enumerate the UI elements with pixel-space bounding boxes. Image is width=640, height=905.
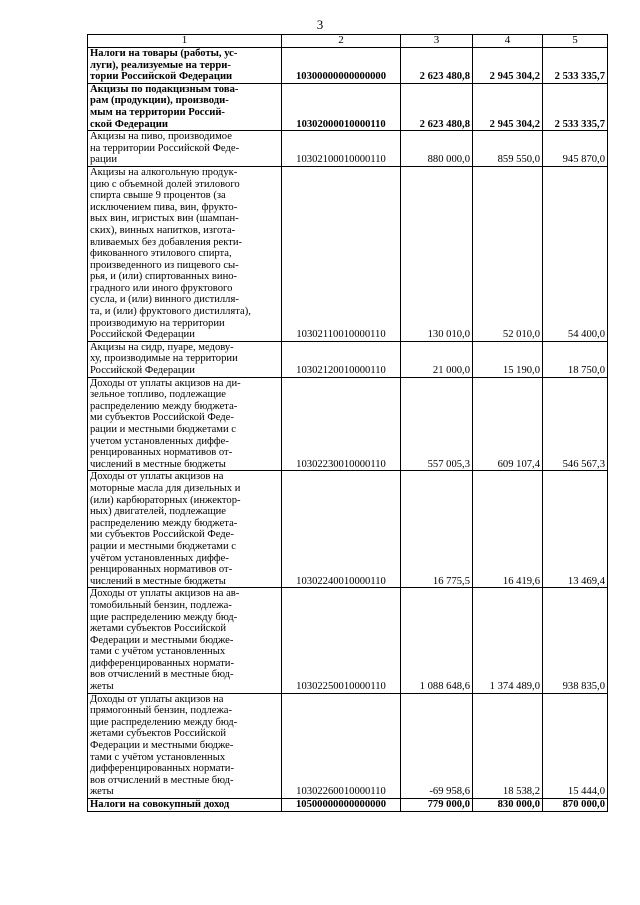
row-value-col4: 2 945 304,2 [473, 48, 543, 84]
row-name: Акцизы по подакцизным това- рам (продукции), производи- мым на территории Россий- ской Федерации [88, 83, 282, 130]
row-name: Налоги на совокупный доход [88, 799, 282, 812]
table-row [88, 799, 608, 812]
revenue-table [87, 34, 608, 812]
row-code: 10302240010000110 [282, 471, 401, 588]
row-value-col5: 2 533 335,7 [543, 83, 608, 130]
table-row [88, 131, 608, 167]
row-value-col5: 54 400,0 [543, 166, 608, 341]
table-row [88, 693, 608, 798]
row-value-col3: 2 623 480,8 [401, 48, 473, 84]
row-name: Акцизы на пиво, производимое на территории Российской Феде- рации [88, 131, 282, 167]
page-number: 3 [316, 17, 324, 32]
row-value-col5: 13 469,4 [543, 471, 608, 588]
column-header: 1 [88, 35, 282, 48]
row-value-col3: 2 623 480,8 [401, 83, 473, 130]
row-code: 10302250010000110 [282, 588, 401, 693]
row-value-col3: 1 088 648,6 [401, 588, 473, 693]
table-row [88, 377, 608, 471]
row-value-col3: 779 000,0 [401, 799, 473, 812]
row-code: 10300000000000000 [282, 48, 401, 84]
row-code: 10302000010000110 [282, 83, 401, 130]
row-code: 10302110010000110 [282, 166, 401, 341]
row-value-col3: 880 000,0 [401, 131, 473, 167]
table-row [88, 48, 608, 84]
table-row [88, 588, 608, 693]
row-code: 10500000000000000 [282, 799, 401, 812]
table-row [88, 471, 608, 588]
row-value-col5: 18 750,0 [543, 341, 608, 377]
table-row [88, 341, 608, 377]
row-value-col3: 16 775,5 [401, 471, 473, 588]
table-header-row [88, 35, 608, 48]
table-row [88, 83, 608, 130]
row-value-col4: 18 538,2 [473, 693, 543, 798]
row-name: Налоги на товары (работы, ус- луги), реализуемые на терри- тории Российской Федерации [88, 48, 282, 84]
row-value-col5: 15 444,0 [543, 693, 608, 798]
row-code: 10302230010000110 [282, 377, 401, 471]
row-code: 10302100010000110 [282, 131, 401, 167]
row-value-col3: 557 005,3 [401, 377, 473, 471]
column-header: 3 [401, 35, 473, 48]
row-value-col3: 21 000,0 [401, 341, 473, 377]
row-value-col3: 130 010,0 [401, 166, 473, 341]
row-value-col4: 830 000,0 [473, 799, 543, 812]
row-value-col5: 2 533 335,7 [543, 48, 608, 84]
row-value-col5: 945 870,0 [543, 131, 608, 167]
row-name: Акцизы на сидр, пуаре, медову- ху, производимые на территории Российской Федерации [88, 341, 282, 377]
table-row [88, 166, 608, 341]
row-name: Доходы от уплаты акцизов на моторные масла для дизельных и (или) карбюраторных (инжектор- ных) двигателей, подлежащие распределению между бюджета- ми субъектов Российской Феде- рации и местными бюджетами с учётом установленных диффе- ренцированных нормативов от- числений в местные бюджеты [88, 471, 282, 588]
row-name: Акцизы на алкогольную продук- цию с объемной долей этилового спирта свыше 9 процентов (за исключением пива, вин, фрукто- вых вин, игристых вин (шампан- ских), винных напитков, изгота- вливаемых без добавления ректи- фикованного этилового спирта, произведенного из пищевого сы- рья, и (или) спиртованных вино- градного или иного фруктового сусла, и (или) винного дистилля- та, и (или) фруктового дистиллята), производимую на территории Российской Федерации [88, 166, 282, 341]
row-code: 10302120010000110 [282, 341, 401, 377]
row-value-col3: -69 958,6 [401, 693, 473, 798]
row-value-col4: 859 550,0 [473, 131, 543, 167]
row-code: 10302260010000110 [282, 693, 401, 798]
row-value-col4: 1 374 489,0 [473, 588, 543, 693]
row-value-col5: 938 835,0 [543, 588, 608, 693]
row-value-col4: 2 945 304,2 [473, 83, 543, 130]
row-value-col4: 609 107,4 [473, 377, 543, 471]
row-value-col4: 16 419,6 [473, 471, 543, 588]
row-name: Доходы от уплаты акцизов на прямогонный бензин, подлежа- щие распределению между бюд- жетами субъектов Российской Федерации и местными бюдже- тами с учётом установленных дифференцированных нормати- вов отчислений в местные бюд- жеты [88, 693, 282, 798]
row-name: Доходы от уплаты акцизов на ав- томобильный бензин, подлежа- щие распределению между бюд- жетами субъектов Российской Федерации и местными бюдже- тами с учётом установленных дифференцированных нормати- вов отчислений в местные бюд- жеты [88, 588, 282, 693]
row-value-col4: 52 010,0 [473, 166, 543, 341]
row-value-col5: 870 000,0 [543, 799, 608, 812]
column-header: 2 [282, 35, 401, 48]
column-header: 4 [473, 35, 543, 48]
column-header: 5 [543, 35, 608, 48]
row-name: Доходы от уплаты акцизов на ди- зельное топливо, подлежащие распределению между бюджета- ми субъектов Российской Феде- рации и местными бюджетами с учетом установленных диффе- ренцированных нормативов от- числений в местные бюджеты [88, 377, 282, 471]
row-value-col4: 15 190,0 [473, 341, 543, 377]
row-value-col5: 546 567,3 [543, 377, 608, 471]
